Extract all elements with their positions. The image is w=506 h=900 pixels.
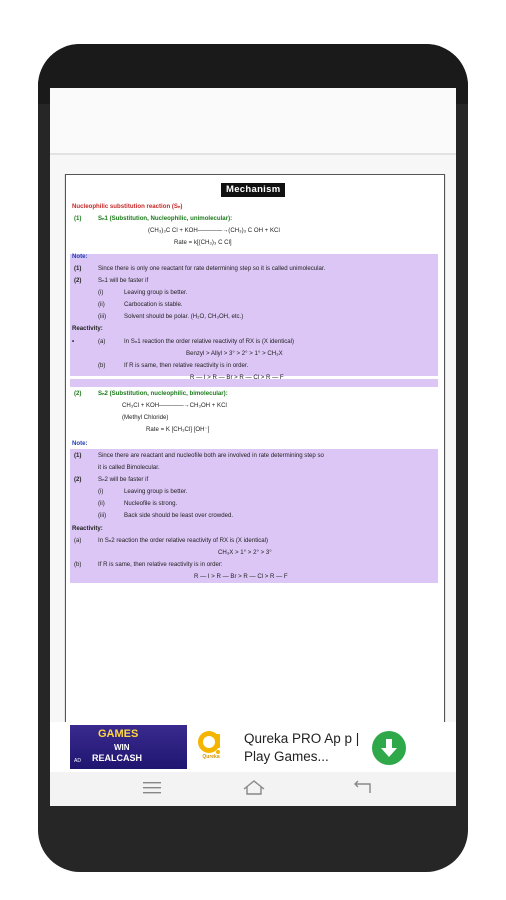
line-num: (ii) <box>98 301 105 308</box>
menu-icon[interactable] <box>140 778 164 798</box>
sn1-heading: Sₙ1 (Substitution, Nucleophilic, unimolecular): <box>98 215 233 222</box>
line-num: (b) <box>98 362 106 369</box>
reactivity-label: Reactivity: <box>72 525 103 532</box>
line-num: (2) <box>74 476 82 483</box>
line-num: (2) <box>74 390 82 397</box>
doc-line: Since there is only one reactant for rate determining step so it is called unimolecular. <box>98 265 326 272</box>
ad-logo-label: Qureka <box>202 754 220 760</box>
doc-line: Sₙ1 will be faster if <box>98 277 149 284</box>
phone-screen <box>50 88 456 806</box>
line-num: (ii) <box>98 500 105 507</box>
ad-text[interactable]: Qureka PRO Ap p | Play Games... <box>244 731 360 764</box>
doc-line: Carbocation is stable. <box>124 301 183 308</box>
ad-banner-cash: REALCASH <box>92 753 143 763</box>
line-num: (1) <box>74 215 82 222</box>
bullet: • <box>72 338 75 345</box>
android-nav-bar <box>50 772 456 806</box>
line-num: (a) <box>98 338 106 345</box>
back-icon[interactable] <box>350 778 374 798</box>
doc-line: In Sₙ1 reaction the order relative reactivity of RX is (X identical) <box>124 338 295 345</box>
doc-line: Back side should be least over crowded. <box>124 512 234 519</box>
doc-line: Nucleofile is strong. <box>124 500 178 507</box>
sn1-equation: (CH₃)₃C Cl + KOH————→(CH₃)₃ C OH + KCl <box>148 227 280 234</box>
line-num: (iii) <box>98 313 107 320</box>
top-bar-divider <box>50 153 456 155</box>
home-icon[interactable] <box>241 778 265 798</box>
ad-banner-container[interactable] <box>50 722 456 772</box>
note-label: Note: <box>72 253 88 260</box>
line-num: (iii) <box>98 512 107 519</box>
note-label: Note: <box>72 440 88 447</box>
reactivity-label: Reactivity: <box>72 325 103 332</box>
line-num: (i) <box>98 289 104 296</box>
line-num: (1) <box>74 265 82 272</box>
doc-line: If R is same, then relative reactivity is in order. <box>124 362 249 369</box>
doc-line: Leaving group is better. <box>124 488 188 495</box>
line-num: (1) <box>74 452 82 459</box>
doc-line: Leaving group is better. <box>124 289 188 296</box>
sn2-heading: Sₙ2 (Substitution, nucleophilic, bimolecular): <box>98 390 228 397</box>
download-arrow-icon[interactable] <box>372 731 406 765</box>
doc-line: it is called Bimolecular. <box>98 464 160 471</box>
line-num: (a) <box>74 537 82 544</box>
doc-line: Since there are reactant and nucleofile both are involved in rate determining step so <box>98 452 324 459</box>
line-num: (2) <box>74 277 82 284</box>
app-top-bar <box>50 88 456 154</box>
doc-line: In Sₙ2 reaction the order relative reactivity of RX is (X identical) <box>98 537 269 544</box>
qureka-logo-icon[interactable] <box>194 728 228 762</box>
order-line: CH₃X > 1° > 2° > 3° <box>218 549 272 556</box>
ad-badge: AD <box>74 758 81 764</box>
ad-banner-title: GAMES <box>98 728 139 740</box>
doc-line: Solvent should be polar. (H₂O, CH₃OH, etc.) <box>124 313 244 320</box>
document-page[interactable] <box>65 174 445 742</box>
doc-line: (Methyl Chloride) <box>122 414 169 421</box>
sn2-equation: CH₃Cl + KOH————→CH₃OH + KCl <box>122 402 227 409</box>
section-heading: Nucleophilic substitution reaction (Sₙ) <box>72 203 183 210</box>
ad-banner-win: WIN <box>114 743 130 752</box>
doc-line: Sₙ2 will be faster if <box>98 476 149 483</box>
ad-image[interactable] <box>70 725 187 769</box>
order-line: R — I > R — Br > R — Cl > R — F <box>190 374 284 381</box>
sn2-rate: Rate = K [CH₃Cl] [OH⁻] <box>146 426 210 433</box>
sn1-rate: Rate = k[(CH₃)₃ C Cl] <box>174 239 232 246</box>
line-num: (b) <box>74 561 82 568</box>
doc-line: If R is same, then relative reactivity is in order: <box>98 561 223 568</box>
line-num: (i) <box>98 488 104 495</box>
page-title: Mechanism <box>221 183 285 197</box>
order-line: R — I > R — Br > R — Cl > R — F <box>194 573 288 580</box>
order-line: Benzyl > Allyl > 3° > 2° > 1° > CH₃X <box>186 350 283 357</box>
